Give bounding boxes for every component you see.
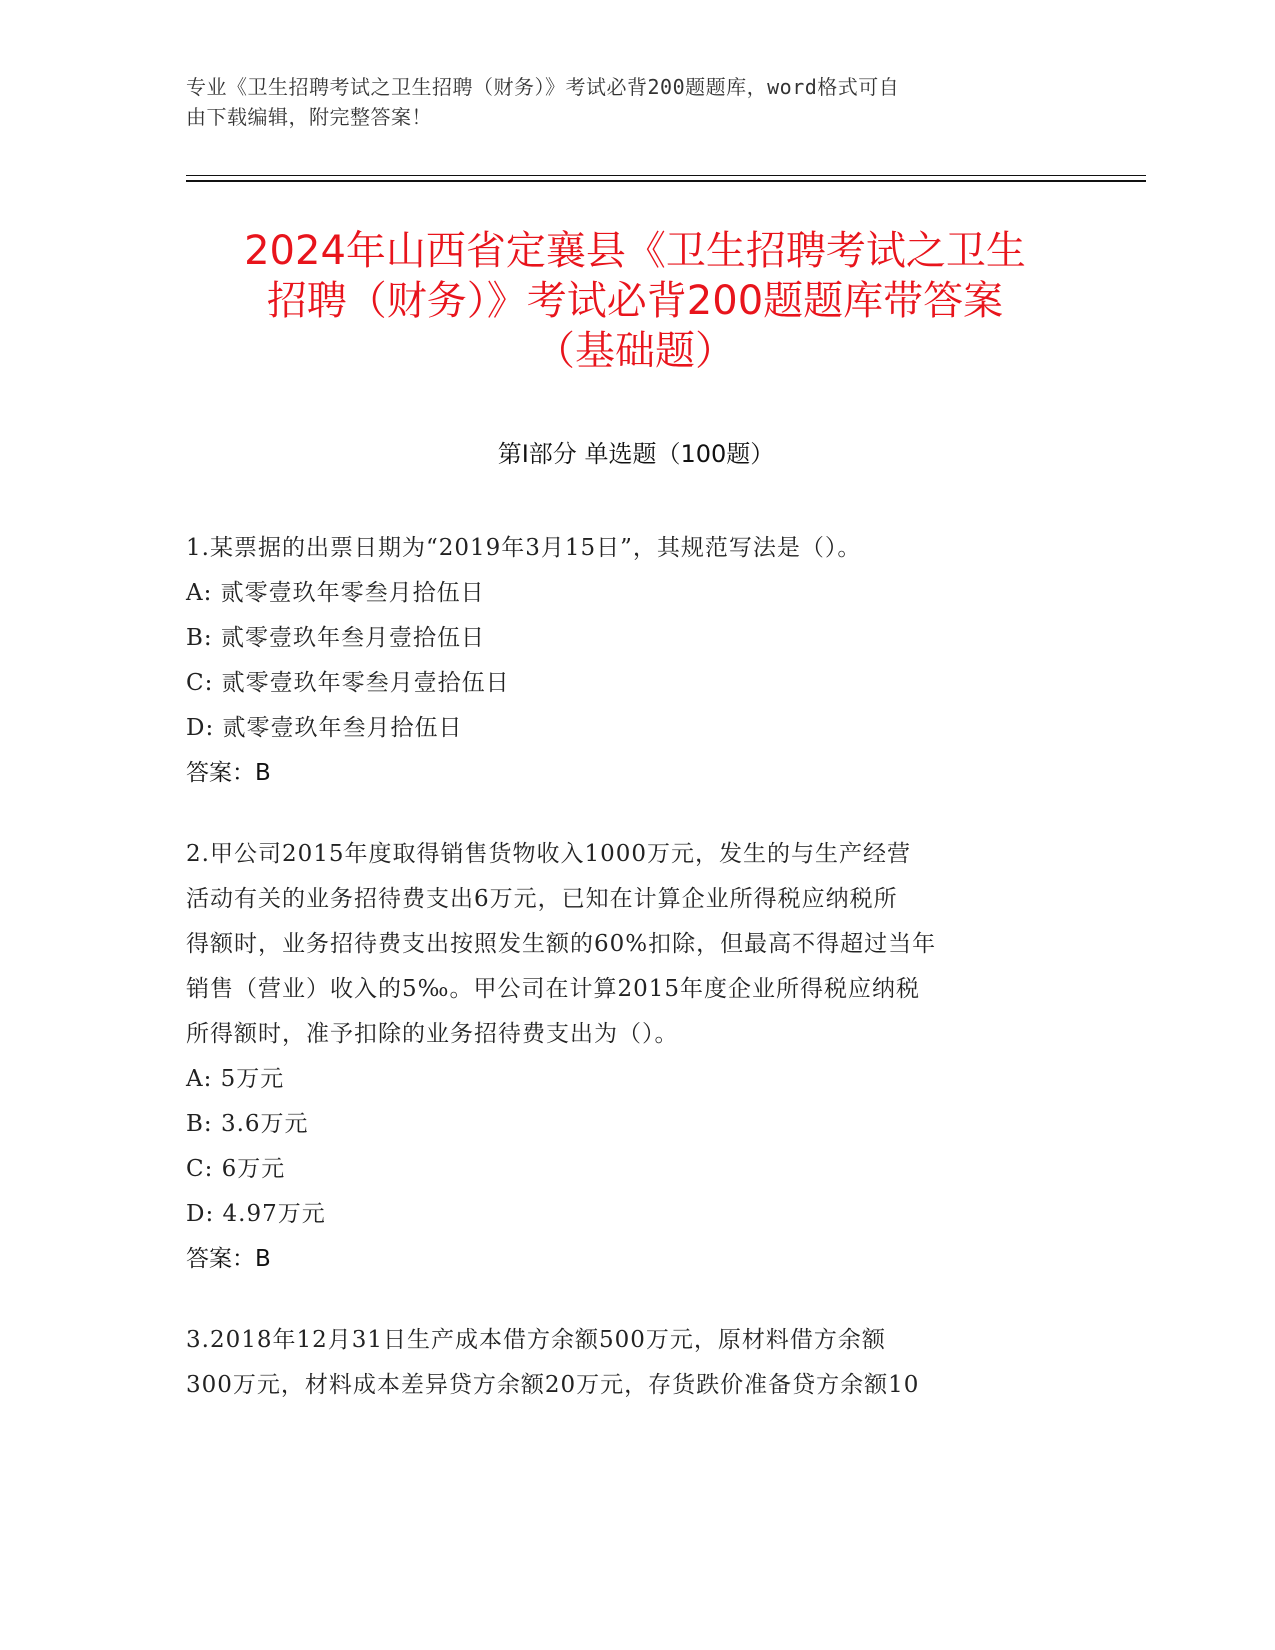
- title-line-1: 2024年山西省定襄县《卫生招聘考试之卫生: [244, 228, 1026, 274]
- question-2: [186, 832, 1086, 1282]
- section-heading: 第Ⅰ部分 单选题（100题）: [497, 440, 775, 468]
- option-d: D: 贰零壹玖年叁月拾伍日: [186, 715, 463, 741]
- answer: 答案：B: [186, 1246, 271, 1272]
- question-stem-line: 得额时，业务招待费支出按照发生额的60%扣除，但最高不得超过当年: [186, 931, 937, 957]
- option-b: B: 贰零壹玖年叁月壹拾伍日: [186, 625, 485, 651]
- option-a: A: 贰零壹玖年零叁月拾伍日: [186, 580, 485, 606]
- option-c: C: 6万元: [186, 1156, 286, 1182]
- question-stem-line: 300万元，材料成本差异贷方余额20万元，存货跌价准备贷方余额10: [186, 1372, 920, 1398]
- header-note-line-2: 由下载编辑，附完整答案！: [186, 105, 432, 129]
- header-divider-thin: [186, 175, 1146, 176]
- title-line-2: 招聘（财务）》考试必背200题题库带答案: [266, 278, 1004, 324]
- header-note-line-1: 专业《卫生招聘考试之卫生招聘（财务）》考试必背200题题库，word格式可自: [186, 75, 900, 99]
- question-stem-line: 活动有关的业务招待费支出6万元，已知在计算企业所得税应纳税所: [186, 886, 898, 912]
- question-3: [186, 1318, 1086, 1408]
- document-title: [170, 226, 1100, 376]
- header-note: [186, 72, 1086, 132]
- question-list: [186, 526, 1086, 1444]
- option-c: C: 贰零壹玖年零叁月壹拾伍日: [186, 670, 510, 696]
- question-stem-line: 2.甲公司2015年度取得销售货物收入1000万元，发生的与生产经营: [186, 841, 912, 867]
- option-d: D: 4.97万元: [186, 1201, 326, 1227]
- option-a: A: 5万元: [186, 1066, 285, 1092]
- question-1: [186, 526, 1086, 796]
- question-stem-line: 1.某票据的出票日期为“2019年3月15日”，其规范写法是（）。: [186, 535, 862, 561]
- option-b: B: 3.6万元: [186, 1111, 309, 1137]
- title-line-3: （基础题）: [535, 328, 735, 374]
- header-divider-thick: [186, 180, 1146, 182]
- question-stem-line: 销售（营业）收入的5‰。甲公司在计算2015年度企业所得税应纳税: [186, 976, 921, 1002]
- question-stem-line: 所得额时，准予扣除的业务招待费支出为（）。: [186, 1021, 679, 1047]
- question-stem-line: 3.2018年12月31日生产成本借方余额500万元，原材料借方余额: [186, 1327, 886, 1353]
- answer: 答案：B: [186, 760, 271, 786]
